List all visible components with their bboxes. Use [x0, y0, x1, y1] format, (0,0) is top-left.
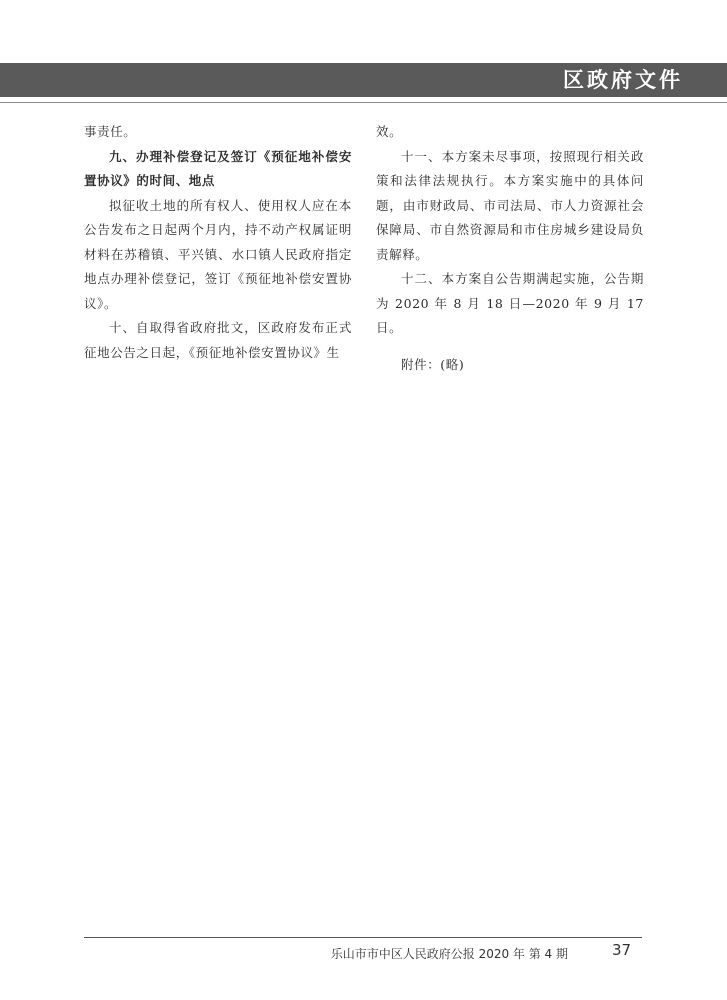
publication-footer: 乐山市市中区人民政府公报 2020 年 第 4 期	[330, 947, 568, 961]
paragraph-continuation-right: 效。	[376, 124, 403, 139]
section-heading-9: 九、办理补偿登记及签订《预征地补偿安置协议》的时间、地点	[84, 148, 352, 188]
section-title: 区政府文件	[563, 68, 683, 92]
paragraph-section-12: 十二、本方案自公告期满起实施，公告期为 2020 年 8 月 18 日—2020 年 9 月 17 日。	[376, 271, 644, 335]
paragraph-section-9: 拟征收土地的所有权人、使用权人应在本公告发布之日起两个月内，持不动产权属证明材料在苏稽镇、平兴镇、水口镇人民政府指定地点办理补偿登记，签订《预征地补偿安置协议》。	[84, 197, 352, 311]
header-divider	[0, 102, 727, 103]
right-column	[376, 120, 644, 377]
paragraph-section-10: 十、自取得省政府批文，区政府发布正式征地公告之日起，《预征地补偿安置协议》生	[84, 320, 352, 360]
header-bar	[0, 63, 727, 97]
paragraph-continuation: 事责任。	[84, 124, 137, 139]
left-column	[84, 120, 352, 365]
attachment-note: 附件：(略)	[401, 356, 465, 372]
paragraph-section-11: 十一、本方案未尽事项，按照现行相关政策和法律法规执行。本方案实施中的具体问题，由市财政局、市司法局、市人力资源社会保障局、市自然资源局和市住房城乡建设局负责解释。	[376, 148, 644, 262]
page-number: 37	[612, 941, 632, 959]
footer-divider	[84, 937, 642, 938]
